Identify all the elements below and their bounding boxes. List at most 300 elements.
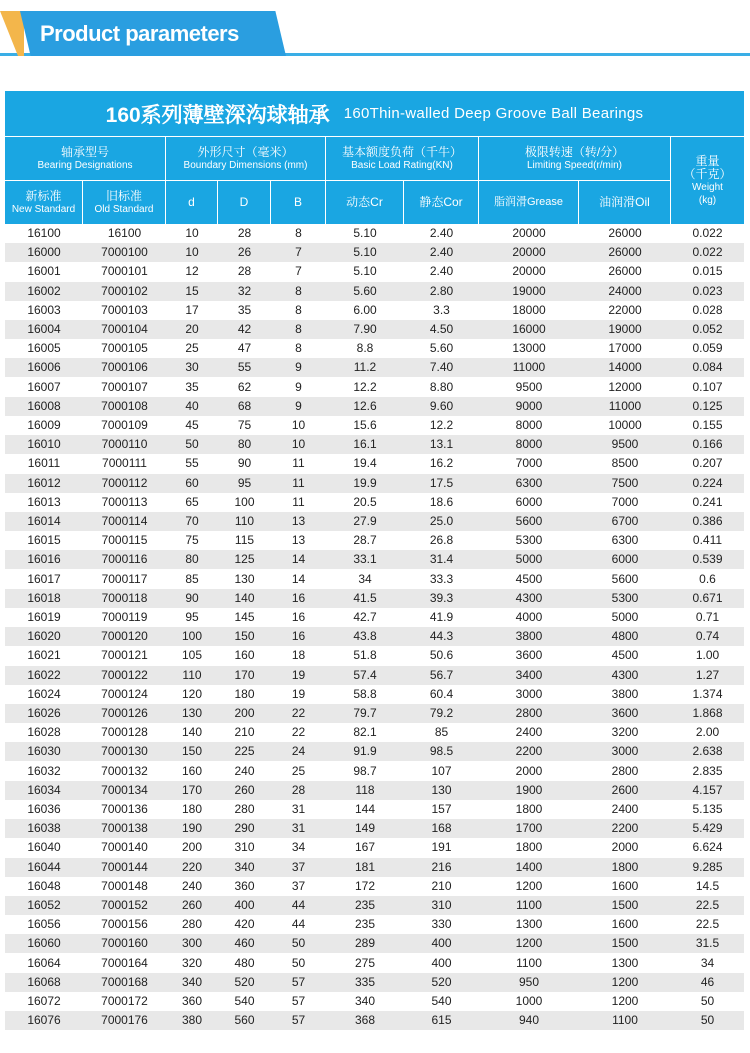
cell-oil: 1800 xyxy=(611,859,639,874)
cell-cor: 41.9 xyxy=(429,610,454,624)
cell-cor: 85 xyxy=(434,725,449,740)
cell-new-standard: 16052 xyxy=(27,898,61,912)
cell-cr: 7.90 xyxy=(353,322,377,336)
cell-oil: 9500 xyxy=(611,437,639,452)
cell-B: 7 xyxy=(295,264,302,279)
header-designation-cn: 轴承型号 xyxy=(60,144,109,159)
cell-new-standard: 16032 xyxy=(27,763,61,778)
cell-oil: 26000 xyxy=(608,245,642,260)
table-row xyxy=(5,358,744,377)
cell-weight: 0.539 xyxy=(692,552,723,567)
cell-new-standard: 16044 xyxy=(27,859,61,874)
cell-cor: 615 xyxy=(431,1013,452,1028)
cell-new-standard: 16048 xyxy=(27,878,61,893)
cell-B: 37 xyxy=(291,878,306,893)
cell-D-outer: 200 xyxy=(234,706,255,720)
table-header xyxy=(5,136,744,224)
cell-cr: 368 xyxy=(354,1013,376,1028)
cell-new-standard: 16019 xyxy=(27,610,61,624)
cell-cor: 12.2 xyxy=(429,418,454,432)
cell-grease: 9500 xyxy=(515,379,543,394)
cell-old-standard: 7000124 xyxy=(101,686,148,701)
cell-d: 95 xyxy=(185,610,199,624)
subheader-cor xyxy=(404,180,479,224)
cell-D-outer: 68 xyxy=(237,398,252,413)
cell-grease: 1100 xyxy=(516,955,542,970)
cell-B: 8 xyxy=(295,283,302,298)
cell-oil: 2600 xyxy=(611,782,639,797)
table-row xyxy=(5,454,744,473)
header-weight-cn1: 重量 xyxy=(695,153,720,168)
cell-grease: 13000 xyxy=(512,341,546,356)
cell-oil: 1100 xyxy=(612,1013,638,1028)
table-row xyxy=(5,512,744,531)
table-row xyxy=(5,762,744,781)
cell-new-standard: 16002 xyxy=(27,283,61,298)
cell-old-standard: 7000103 xyxy=(101,302,148,317)
cell-cor: 400 xyxy=(431,955,452,970)
cell-cr: 27.9 xyxy=(353,514,377,528)
cell-cor: 330 xyxy=(431,917,452,932)
cell-cor: 130 xyxy=(431,782,452,797)
cell-d: 160 xyxy=(181,763,203,778)
cell-old-standard: 7000120 xyxy=(101,629,148,644)
cell-d: 60 xyxy=(185,475,199,490)
cell-grease: 4000 xyxy=(515,610,543,624)
cell-old-standard: 7000164 xyxy=(101,955,148,970)
cell-cr: 20.5 xyxy=(353,494,377,509)
cell-weight: 0.107 xyxy=(692,379,723,394)
cell-B: 31 xyxy=(291,802,306,816)
header-designation-en: Bearing Designations xyxy=(37,159,133,171)
cell-weight: 0.671 xyxy=(692,590,723,605)
cell-d: 17 xyxy=(185,302,199,317)
cell-cr: 5.10 xyxy=(353,226,377,240)
cell-B: 13 xyxy=(291,514,306,528)
cell-D-outer: 460 xyxy=(234,936,255,951)
cell-old-standard: 7000130 xyxy=(101,744,148,759)
cell-cor: 191 xyxy=(431,840,452,855)
cell-weight: 5.429 xyxy=(692,821,723,836)
cell-old-standard: 7000128 xyxy=(101,725,148,740)
table-row xyxy=(5,339,744,358)
cell-B: 8 xyxy=(295,341,302,356)
cell-old-standard: 7000115 xyxy=(101,533,148,548)
cell-new-standard: 16007 xyxy=(27,379,61,394)
header-dimensions xyxy=(166,136,326,180)
cell-B: 13 xyxy=(291,533,306,548)
cell-cor: 216 xyxy=(431,859,452,874)
cell-oil: 11000 xyxy=(608,398,642,413)
cell-B: 10 xyxy=(291,437,306,452)
cell-oil: 4800 xyxy=(611,629,639,644)
cell-d: 50 xyxy=(185,437,199,452)
cell-D-outer: 47 xyxy=(237,341,252,356)
cell-d: 35 xyxy=(185,379,199,394)
table-row xyxy=(5,474,744,493)
cell-d: 340 xyxy=(181,974,203,989)
cell-d: 12 xyxy=(185,264,199,279)
cell-d: 75 xyxy=(185,533,199,548)
cell-oil: 19000 xyxy=(608,322,642,336)
cell-d: 220 xyxy=(181,859,203,874)
cell-B: 31 xyxy=(291,821,306,836)
subheader-new-cn: 新标准 xyxy=(25,188,62,203)
cell-grease: 1800 xyxy=(515,840,543,855)
cell-cr: 335 xyxy=(354,974,376,989)
cell-grease: 3000 xyxy=(515,686,543,701)
table-row xyxy=(5,435,744,454)
cell-d: 120 xyxy=(181,686,203,701)
subheader-D-label: D xyxy=(239,195,249,209)
cell-oil: 7500 xyxy=(611,475,639,490)
cell-new-standard: 16072 xyxy=(27,994,61,1008)
cell-grease: 1800 xyxy=(515,802,543,816)
cell-D-outer: 160 xyxy=(234,648,255,663)
cell-D-outer: 130 xyxy=(234,571,255,586)
cell-grease: 5000 xyxy=(515,552,543,567)
header-load-cn: 基本额度负荷（千牛） xyxy=(341,144,462,159)
cell-cor: 31.4 xyxy=(429,552,454,567)
cell-oil: 1300 xyxy=(611,955,639,970)
cell-new-standard: 16014 xyxy=(27,514,61,528)
cell-oil: 26000 xyxy=(608,226,642,240)
cell-oil: 17000 xyxy=(608,341,642,356)
cell-D-outer: 560 xyxy=(234,1013,255,1028)
cell-oil: 3000 xyxy=(611,744,639,759)
cell-new-standard: 16016 xyxy=(27,552,61,567)
cell-new-standard: 16021 xyxy=(27,648,61,663)
cell-grease: 20000 xyxy=(512,226,546,240)
cell-d: 380 xyxy=(181,1013,203,1028)
cell-cor: 157 xyxy=(431,802,452,816)
cell-old-standard: 7000100 xyxy=(101,245,148,260)
subheader-cr xyxy=(326,180,404,224)
cell-B: 18 xyxy=(291,648,306,663)
table-row xyxy=(5,666,744,685)
cell-oil: 5600 xyxy=(611,571,639,586)
cell-cor: 5.60 xyxy=(429,341,454,356)
cell-D-outer: 110 xyxy=(234,514,255,528)
cell-old-standard: 7000119 xyxy=(101,610,148,624)
cell-new-standard: 16022 xyxy=(27,667,61,682)
cell-B: 11 xyxy=(292,475,305,490)
cell-grease: 16000 xyxy=(512,322,546,336)
cell-d: 55 xyxy=(185,456,199,471)
cell-oil: 1200 xyxy=(611,974,639,989)
subheader-old-standard xyxy=(83,180,166,224)
cell-weight: 0.71 xyxy=(695,610,720,624)
cell-B: 22 xyxy=(291,706,306,720)
cell-old-standard: 7000138 xyxy=(101,821,148,836)
banner-title: Product parameters xyxy=(40,21,239,46)
cell-grease: 1100 xyxy=(516,898,542,912)
cell-weight: 34 xyxy=(700,955,715,970)
header-dimensions-cn: 外形尺寸（毫米） xyxy=(197,144,294,159)
cell-grease: 8000 xyxy=(515,418,543,432)
cell-weight: 0.084 xyxy=(692,360,723,375)
cell-new-standard: 16076 xyxy=(27,1013,61,1028)
cell-D-outer: 115 xyxy=(234,533,255,548)
table-title xyxy=(5,91,744,136)
cell-B: 50 xyxy=(291,936,306,951)
table-row xyxy=(5,608,744,627)
table-row xyxy=(5,915,744,934)
header-speed-en: Limiting Speed(r/min) xyxy=(526,159,623,171)
cell-new-standard: 16013 xyxy=(27,494,61,509)
cell-cr: 167 xyxy=(354,840,376,855)
cell-d: 260 xyxy=(181,898,203,912)
table-title-en: 160Thin-walled Deep Groove Ball Bearings xyxy=(343,105,644,122)
cell-B: 11 xyxy=(292,494,305,509)
cell-weight: 0.052 xyxy=(692,322,723,336)
cell-d: 180 xyxy=(181,802,203,816)
cell-oil: 1500 xyxy=(611,936,639,951)
cell-new-standard: 16010 xyxy=(27,437,61,452)
cell-B: 10 xyxy=(291,418,306,432)
cell-old-standard: 7000110 xyxy=(101,437,148,452)
cell-d: 280 xyxy=(181,917,203,932)
cell-cor: 13.1 xyxy=(429,437,454,452)
cell-cor: 2.40 xyxy=(429,264,454,279)
cell-cr: 8.8 xyxy=(356,341,374,356)
cell-grease: 18000 xyxy=(512,302,546,317)
cell-new-standard: 16005 xyxy=(27,341,61,356)
cell-grease: 20000 xyxy=(512,264,546,279)
subheader-cor-label: 静态Cor xyxy=(419,195,463,209)
subheader-cr-label: 动态Cr xyxy=(346,195,383,209)
cell-old-standard: 7000108 xyxy=(101,398,148,413)
cell-cr: 235 xyxy=(354,898,376,912)
cell-new-standard: 16018 xyxy=(27,590,61,605)
cell-cor: 8.80 xyxy=(429,379,454,394)
cell-cor: 16.2 xyxy=(429,456,454,471)
header-designation xyxy=(5,136,166,180)
cell-cor: 400 xyxy=(431,936,452,951)
subheader-d xyxy=(166,180,218,224)
cell-d: 300 xyxy=(181,936,203,951)
cell-cr: 5.10 xyxy=(353,264,377,279)
subheader-oil xyxy=(579,180,671,224)
cell-cor: 2.80 xyxy=(429,283,454,298)
cell-D-outer: 100 xyxy=(234,494,255,509)
table-row xyxy=(5,973,744,992)
cell-d: 70 xyxy=(185,514,199,528)
table-row xyxy=(5,800,744,819)
cell-grease: 6000 xyxy=(515,494,543,509)
cell-weight: 0.411 xyxy=(692,533,723,548)
table-row xyxy=(5,838,744,857)
cell-oil: 24000 xyxy=(608,283,642,298)
cell-weight: 46 xyxy=(700,974,715,989)
cell-old-standard: 7000160 xyxy=(101,936,148,951)
cell-weight: 0.125 xyxy=(692,398,723,413)
table-row xyxy=(5,877,744,896)
cell-new-standard: 16001 xyxy=(27,264,61,279)
cell-weight: 0.155 xyxy=(692,418,723,432)
cell-cr: 12.2 xyxy=(353,379,377,394)
cell-D-outer: 28 xyxy=(237,226,252,240)
header-speed xyxy=(479,136,671,180)
cell-old-standard: 7000106 xyxy=(101,360,148,375)
cell-grease: 1200 xyxy=(515,936,543,951)
cell-cor: 17.5 xyxy=(429,475,454,490)
cell-d: 90 xyxy=(185,590,199,605)
cell-old-standard: 7000176 xyxy=(101,1013,148,1028)
cell-new-standard: 16000 xyxy=(27,245,61,260)
cell-oil: 22000 xyxy=(608,302,642,317)
cell-new-standard: 16068 xyxy=(27,974,61,989)
cell-weight: 0.166 xyxy=(692,437,723,452)
cell-cr: 275 xyxy=(354,955,376,970)
cell-oil: 8500 xyxy=(611,456,639,471)
subheader-oil-label: 油润滑Oil xyxy=(599,195,650,209)
cell-grease: 1900 xyxy=(515,782,543,797)
table-row xyxy=(5,627,744,646)
cell-cr: 118 xyxy=(355,782,375,797)
cell-weight: 1.374 xyxy=(692,686,723,701)
cell-grease: 2000 xyxy=(515,763,543,778)
cell-weight: 0.015 xyxy=(692,264,723,279)
cell-cor: 44.3 xyxy=(429,629,454,644)
table-row xyxy=(5,781,744,800)
cell-old-standard: 7000134 xyxy=(101,782,148,797)
cell-oil: 4300 xyxy=(611,667,639,682)
cell-grease: 4300 xyxy=(515,590,543,605)
cell-D-outer: 140 xyxy=(234,590,255,605)
cell-cr: 79.7 xyxy=(353,706,377,720)
cell-grease: 2200 xyxy=(515,744,543,759)
cell-cr: 41.5 xyxy=(353,590,377,605)
cell-d: 100 xyxy=(181,629,203,644)
cell-B: 9 xyxy=(295,398,302,413)
cell-d: 200 xyxy=(181,840,203,855)
cell-cor: 2.40 xyxy=(429,245,454,260)
cell-new-standard: 16056 xyxy=(27,917,61,932)
cell-B: 9 xyxy=(295,360,302,375)
table-row xyxy=(5,550,744,569)
cell-B: 7 xyxy=(295,245,302,260)
table-row xyxy=(5,416,744,435)
cell-cor: 39.3 xyxy=(429,590,454,605)
cell-cor: 520 xyxy=(431,974,452,989)
cell-d: 15 xyxy=(185,283,199,298)
cell-weight: 0.74 xyxy=(695,629,720,644)
cell-weight: 1.868 xyxy=(692,706,723,720)
cell-D-outer: 480 xyxy=(234,955,255,970)
cell-cr: 181 xyxy=(354,859,376,874)
cell-weight: 0.028 xyxy=(692,302,723,317)
cell-B: 44 xyxy=(291,898,306,912)
cell-d: 320 xyxy=(181,955,203,970)
cell-cor: 107 xyxy=(431,763,452,778)
cell-weight: 0.023 xyxy=(692,283,723,298)
cell-oil: 26000 xyxy=(608,264,642,279)
cell-D-outer: 125 xyxy=(234,552,255,567)
cell-old-standard: 7000112 xyxy=(101,475,148,490)
cell-new-standard: 16020 xyxy=(27,629,61,644)
cell-B: 11 xyxy=(292,456,305,471)
cell-new-standard: 16003 xyxy=(27,302,61,317)
cell-D-outer: 42 xyxy=(237,322,252,336)
cell-D-outer: 95 xyxy=(237,475,252,490)
cell-cor: 33.3 xyxy=(429,571,454,586)
cell-old-standard: 7000132 xyxy=(101,763,148,778)
cell-old-standard: 7000136 xyxy=(101,802,148,816)
cell-new-standard: 16034 xyxy=(27,782,61,797)
cell-oil: 2000 xyxy=(611,840,639,855)
cell-grease: 4500 xyxy=(515,571,543,586)
cell-D-outer: 28 xyxy=(237,264,252,279)
cell-new-standard: 16006 xyxy=(27,360,61,375)
table-row xyxy=(5,570,744,589)
cell-new-standard: 16036 xyxy=(27,802,61,816)
cell-D-outer: 90 xyxy=(237,456,252,471)
cell-grease: 19000 xyxy=(512,283,546,298)
subheader-grease xyxy=(479,180,579,224)
cell-cr: 43.8 xyxy=(353,629,377,644)
cell-D-outer: 260 xyxy=(234,782,255,797)
cell-D-outer: 360 xyxy=(234,878,255,893)
cell-weight: 1.27 xyxy=(695,667,720,682)
cell-oil: 6000 xyxy=(611,552,639,567)
table-row xyxy=(5,896,744,915)
cell-new-standard: 16012 xyxy=(27,475,61,490)
cell-cor: 9.60 xyxy=(429,398,454,413)
cell-d: 130 xyxy=(181,706,203,720)
cell-grease: 7000 xyxy=(515,456,543,471)
header-load xyxy=(326,136,479,180)
cell-cr: 34 xyxy=(358,571,372,586)
cell-new-standard: 16030 xyxy=(27,744,61,759)
cell-grease: 9000 xyxy=(515,398,543,413)
cell-cr: 12.6 xyxy=(353,398,377,413)
table-title-cn: 160系列薄壁深沟球轴承 xyxy=(105,103,330,127)
table-row xyxy=(5,243,744,262)
cell-B: 19 xyxy=(291,667,306,682)
cell-weight: 0.022 xyxy=(692,226,723,240)
cell-D-outer: 290 xyxy=(234,821,255,836)
cell-oil: 1600 xyxy=(611,917,639,932)
cell-d: 85 xyxy=(185,571,199,586)
table-row xyxy=(5,704,744,723)
cell-oil: 14000 xyxy=(608,360,642,375)
cell-B: 57 xyxy=(291,1013,306,1028)
cell-weight: 4.157 xyxy=(692,782,723,797)
cell-D-outer: 540 xyxy=(234,994,255,1008)
cell-new-standard: 16064 xyxy=(27,955,61,970)
cell-B: 14 xyxy=(291,552,306,567)
cell-weight: 5.135 xyxy=(692,802,723,816)
cell-new-standard: 16100 xyxy=(27,226,61,240)
table-row xyxy=(5,397,744,416)
table-row xyxy=(5,992,744,1011)
cell-weight: 6.624 xyxy=(692,840,723,855)
table-row xyxy=(5,262,744,281)
cell-weight: 0.241 xyxy=(692,494,723,509)
table-row xyxy=(5,282,744,301)
cell-new-standard: 16011 xyxy=(27,456,61,471)
cell-B: 57 xyxy=(291,994,306,1008)
cell-cor: 2.40 xyxy=(429,226,454,240)
cell-oil: 2200 xyxy=(611,821,639,836)
cell-D-outer: 150 xyxy=(234,629,255,644)
table-row xyxy=(5,858,744,877)
cell-cor: 98.5 xyxy=(429,744,454,759)
cell-cr: 28.7 xyxy=(353,533,377,548)
subheader-D-outer xyxy=(218,180,271,224)
cell-new-standard: 16026 xyxy=(27,706,61,720)
